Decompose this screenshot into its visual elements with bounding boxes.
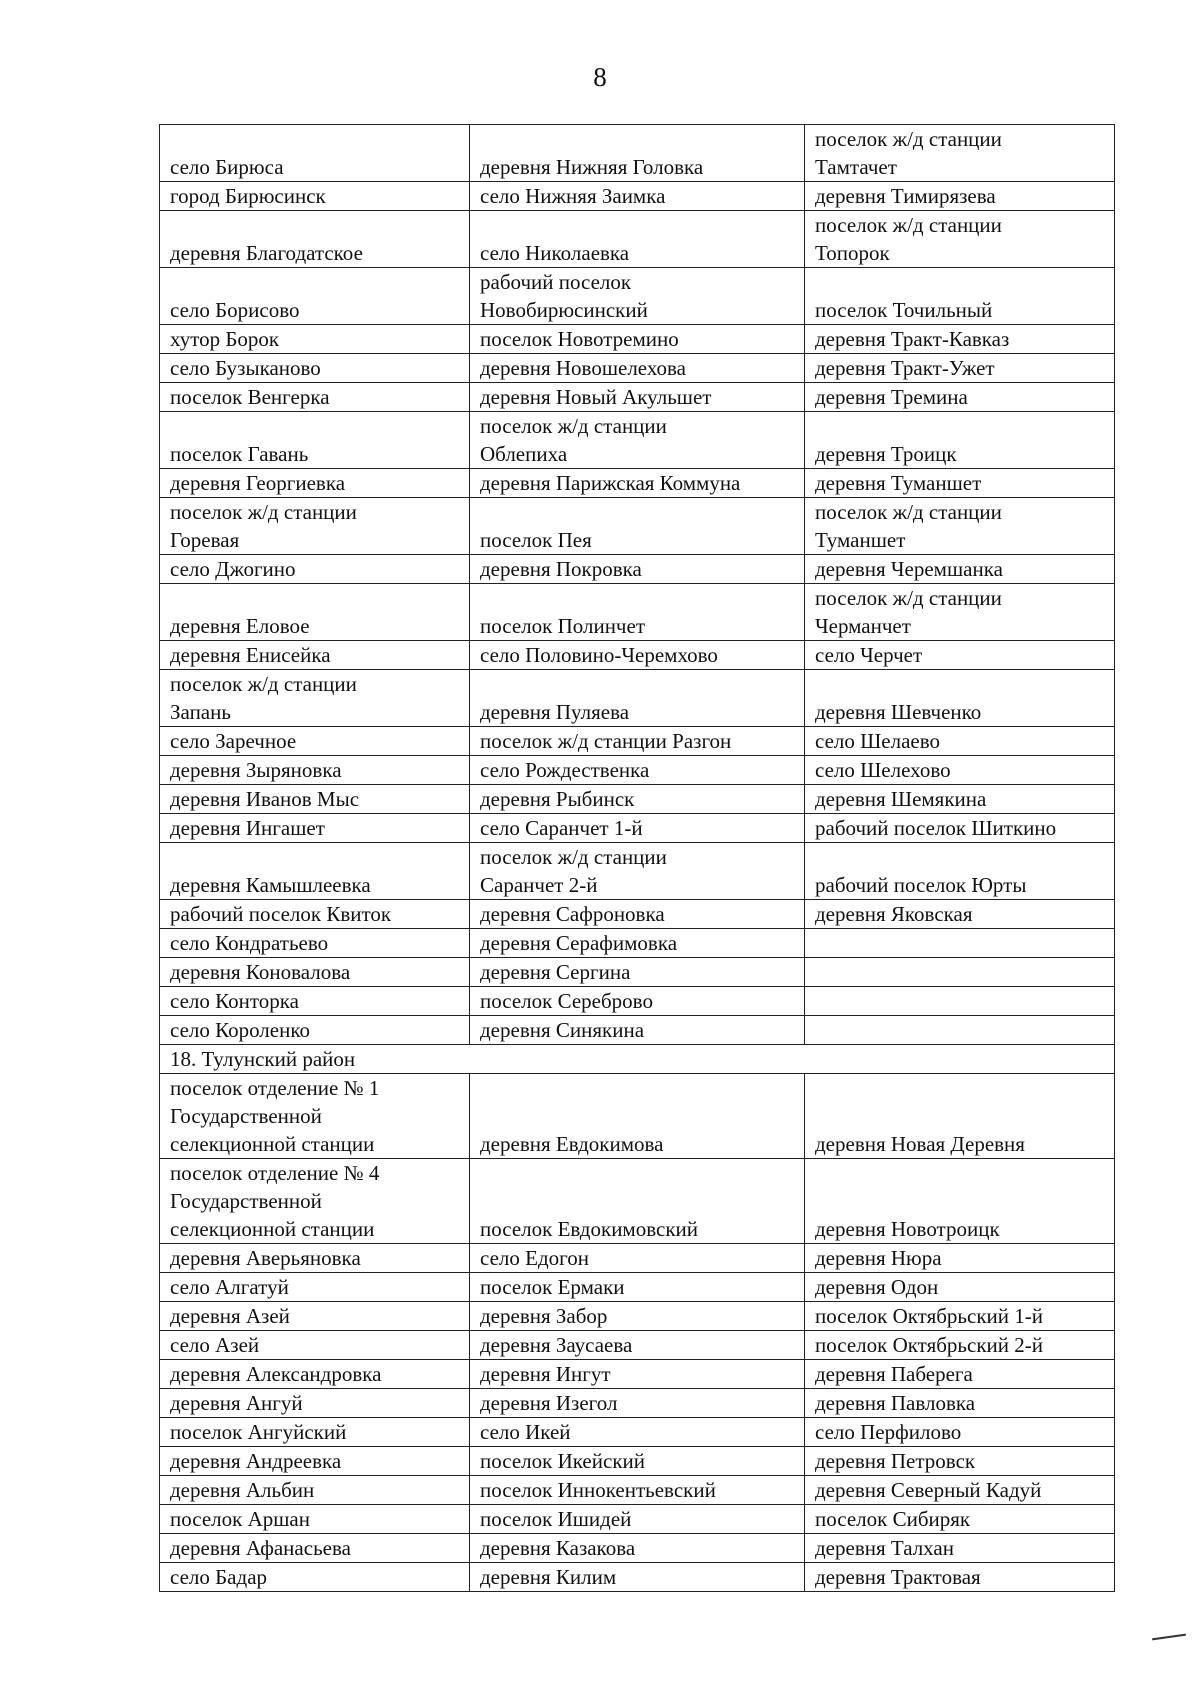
table-row: [160, 670, 1115, 727]
table-cell: деревня Павловка: [805, 1389, 1115, 1418]
table-cell: поселок ж/д станции Черманчет: [805, 584, 1115, 641]
table-cell: поселок Ангуйский: [160, 1418, 470, 1447]
table-row: [160, 1447, 1115, 1476]
table-cell: поселок Точильный: [805, 268, 1115, 325]
table-cell: поселок Ишидей: [470, 1505, 805, 1534]
table-cell: деревня Петровск: [805, 1447, 1115, 1476]
table-row: [160, 354, 1115, 383]
table-row: [160, 814, 1115, 843]
table-row: [160, 584, 1115, 641]
table-cell: деревня Рыбинск: [470, 785, 805, 814]
table-cell: деревня Новошелехова: [470, 354, 805, 383]
table-cell: рабочий поселок Шиткино: [805, 814, 1115, 843]
table-cell: деревня Синякина: [470, 1016, 805, 1045]
table-cell: деревня Ингашет: [160, 814, 470, 843]
table-cell: деревня Пуляева: [470, 670, 805, 727]
table-row: [160, 1302, 1115, 1331]
table-row: [160, 1074, 1115, 1159]
table-cell: поселок Иннокентьевский: [470, 1476, 805, 1505]
table-cell: деревня Килим: [470, 1563, 805, 1592]
table-cell: поселок Венгерка: [160, 383, 470, 412]
table-cell: деревня Зыряновка: [160, 756, 470, 785]
table-row: [160, 555, 1115, 584]
table-cell: поселок Аршан: [160, 1505, 470, 1534]
table-row: [160, 1360, 1115, 1389]
pen-mark: [1152, 1634, 1186, 1641]
table-cell: деревня Новый Акульшет: [470, 383, 805, 412]
table-cell: село Борисово: [160, 268, 470, 325]
table-cell: село Короленко: [160, 1016, 470, 1045]
table-cell: поселок ж/д станции Топорок: [805, 211, 1115, 268]
table-cell: деревня Енисейка: [160, 641, 470, 670]
table-cell: деревня Северный Кадуй: [805, 1476, 1115, 1505]
table-row: [160, 727, 1115, 756]
table-cell: деревня Черемшанка: [805, 555, 1115, 584]
table-cell: деревня Одон: [805, 1273, 1115, 1302]
table-row: [160, 268, 1115, 325]
table-cell: деревня Трактовая: [805, 1563, 1115, 1592]
section-header-row: [160, 1045, 1115, 1074]
table-cell: деревня Забор: [470, 1302, 805, 1331]
table-cell: деревня Ангуй: [160, 1389, 470, 1418]
table-cell: поселок Ермаки: [470, 1273, 805, 1302]
table-cell: поселок ж/д станции Тамтачет: [805, 125, 1115, 182]
table-body-bottom: [160, 1074, 1115, 1592]
table-cell: деревня Георгиевка: [160, 469, 470, 498]
table-cell: деревня Азей: [160, 1302, 470, 1331]
table-cell: поселок Сереброво: [470, 987, 805, 1016]
table-row: [160, 1418, 1115, 1447]
table-cell: деревня Туманшет: [805, 469, 1115, 498]
table-cell: село Бадар: [160, 1563, 470, 1592]
table-cell: село Икей: [470, 1418, 805, 1447]
table-cell: село Азей: [160, 1331, 470, 1360]
table-cell: деревня Благодатское: [160, 211, 470, 268]
table-row: [160, 1016, 1115, 1045]
table-cell: село Нижняя Заимка: [470, 182, 805, 211]
table-row: [160, 1534, 1115, 1563]
table-cell: деревня Новая Деревня: [805, 1074, 1115, 1159]
table-cell: деревня Троицк: [805, 412, 1115, 469]
table-row: [160, 843, 1115, 900]
table-cell: деревня Аверьяновка: [160, 1244, 470, 1273]
table-cell: деревня Ингут: [470, 1360, 805, 1389]
table-cell: деревня Талхан: [805, 1534, 1115, 1563]
table-cell: [805, 958, 1115, 987]
table-cell: село Бирюса: [160, 125, 470, 182]
table-cell: поселок Гавань: [160, 412, 470, 469]
table-row: [160, 1476, 1115, 1505]
table-cell: деревня Тракт-Ужет: [805, 354, 1115, 383]
table-row: [160, 958, 1115, 987]
table-cell: деревня Яковская: [805, 900, 1115, 929]
table-cell: деревня Серафимовка: [470, 929, 805, 958]
table-row: [160, 1389, 1115, 1418]
table-row: [160, 1563, 1115, 1592]
table-cell: поселок Новотремино: [470, 325, 805, 354]
table-cell: деревня Еловое: [160, 584, 470, 641]
table-row: [160, 987, 1115, 1016]
table-cell: деревня Тракт-Кавказ: [805, 325, 1115, 354]
table-cell: поселок ж/д станции Облепиха: [470, 412, 805, 469]
table-cell: рабочий поселок Новобирюсинский: [470, 268, 805, 325]
table-cell: деревня Нюра: [805, 1244, 1115, 1273]
table-cell: деревня Тимирязева: [805, 182, 1115, 211]
table-cell: село Заречное: [160, 727, 470, 756]
table-row: [160, 211, 1115, 268]
table-cell: деревня Паберега: [805, 1360, 1115, 1389]
table-row: [160, 1159, 1115, 1244]
table-cell: село Джогино: [160, 555, 470, 584]
table-cell: город Бирюсинск: [160, 182, 470, 211]
table-body-top: [160, 125, 1115, 1045]
table-row: [160, 1505, 1115, 1534]
table-row: [160, 1273, 1115, 1302]
table-cell: [805, 987, 1115, 1016]
table-cell: село Саранчет 1-й: [470, 814, 805, 843]
table-cell: деревня Заусаева: [470, 1331, 805, 1360]
table-row: [160, 641, 1115, 670]
table-cell: деревня Коновалова: [160, 958, 470, 987]
table-cell: поселок ж/д станции Туманшет: [805, 498, 1115, 555]
section-header-group: [160, 1045, 1115, 1074]
table-cell: поселок отделение № 1 Государственной селекционной станции: [160, 1074, 470, 1159]
table-cell: деревня Казакова: [470, 1534, 805, 1563]
table-row: [160, 325, 1115, 354]
table-row: [160, 469, 1115, 498]
table-cell: рабочий поселок Юрты: [805, 843, 1115, 900]
table-cell: деревня Сергина: [470, 958, 805, 987]
table-cell: село Конторка: [160, 987, 470, 1016]
table-row: [160, 1331, 1115, 1360]
table-cell: село Бузыканово: [160, 354, 470, 383]
table-cell: деревня Афанасьева: [160, 1534, 470, 1563]
table-cell: деревня Евдокимова: [470, 1074, 805, 1159]
table-cell: поселок Евдокимовский: [470, 1159, 805, 1244]
table-cell: село Шелаево: [805, 727, 1115, 756]
table-cell: поселок Октябрьский 1-й: [805, 1302, 1115, 1331]
table-cell: деревня Шемякина: [805, 785, 1115, 814]
table-cell: село Кондратьево: [160, 929, 470, 958]
table-cell: деревня Сафроновка: [470, 900, 805, 929]
table-row: [160, 498, 1115, 555]
table-row: [160, 785, 1115, 814]
table-cell: село Алгатуй: [160, 1273, 470, 1302]
table-cell: село Половино-Черемхово: [470, 641, 805, 670]
table-cell: поселок Сибиряк: [805, 1505, 1115, 1534]
section-title: 18. Тулунский район: [160, 1045, 1115, 1074]
table-cell: [805, 929, 1115, 958]
table-cell: хутор Борок: [160, 325, 470, 354]
page-number: 8: [593, 62, 607, 92]
table-cell: деревня Альбин: [160, 1476, 470, 1505]
table-cell: поселок ж/д станции Запань: [160, 670, 470, 727]
table-cell: деревня Шевченко: [805, 670, 1115, 727]
table-row: [160, 929, 1115, 958]
settlements-table: [159, 124, 1115, 1592]
table-row: [160, 383, 1115, 412]
table-cell: деревня Покровка: [470, 555, 805, 584]
table-cell: деревня Иванов Мыс: [160, 785, 470, 814]
table-row: [160, 900, 1115, 929]
table-cell: деревня Новотроицк: [805, 1159, 1115, 1244]
table-cell: село Шелехово: [805, 756, 1115, 785]
table-cell: поселок Полинчет: [470, 584, 805, 641]
table-cell: поселок ж/д станции Саранчет 2-й: [470, 843, 805, 900]
table-cell: деревня Нижняя Голoвка: [470, 125, 805, 182]
table-cell: деревня Изегол: [470, 1389, 805, 1418]
table-cell: село Черчет: [805, 641, 1115, 670]
table-cell: поселок Октябрьский 2-й: [805, 1331, 1115, 1360]
table-cell: рабочий поселок Квиток: [160, 900, 470, 929]
table-row: [160, 182, 1115, 211]
table-cell: поселок отделение № 4 Государственной селекционной станции: [160, 1159, 470, 1244]
table-cell: деревня Александровка: [160, 1360, 470, 1389]
table-cell: деревня Парижская Коммуна: [470, 469, 805, 498]
table-cell: деревня Тремина: [805, 383, 1115, 412]
table-cell: поселок ж/д станции Разгон: [470, 727, 805, 756]
table-cell: поселок ж/д станции Горевая: [160, 498, 470, 555]
table-row: [160, 412, 1115, 469]
table-row: [160, 125, 1115, 182]
table-cell: село Николаевка: [470, 211, 805, 268]
table-cell: село Перфилово: [805, 1418, 1115, 1447]
table-cell: деревня Андреевка: [160, 1447, 470, 1476]
table-row: [160, 1244, 1115, 1273]
table-cell: село Едогон: [470, 1244, 805, 1273]
table-cell: село Рождественка: [470, 756, 805, 785]
table-row: [160, 756, 1115, 785]
table-cell: поселок Пея: [470, 498, 805, 555]
table-cell: поселок Икейский: [470, 1447, 805, 1476]
table-cell: деревня Камышлеевка: [160, 843, 470, 900]
table-cell: [805, 1016, 1115, 1045]
